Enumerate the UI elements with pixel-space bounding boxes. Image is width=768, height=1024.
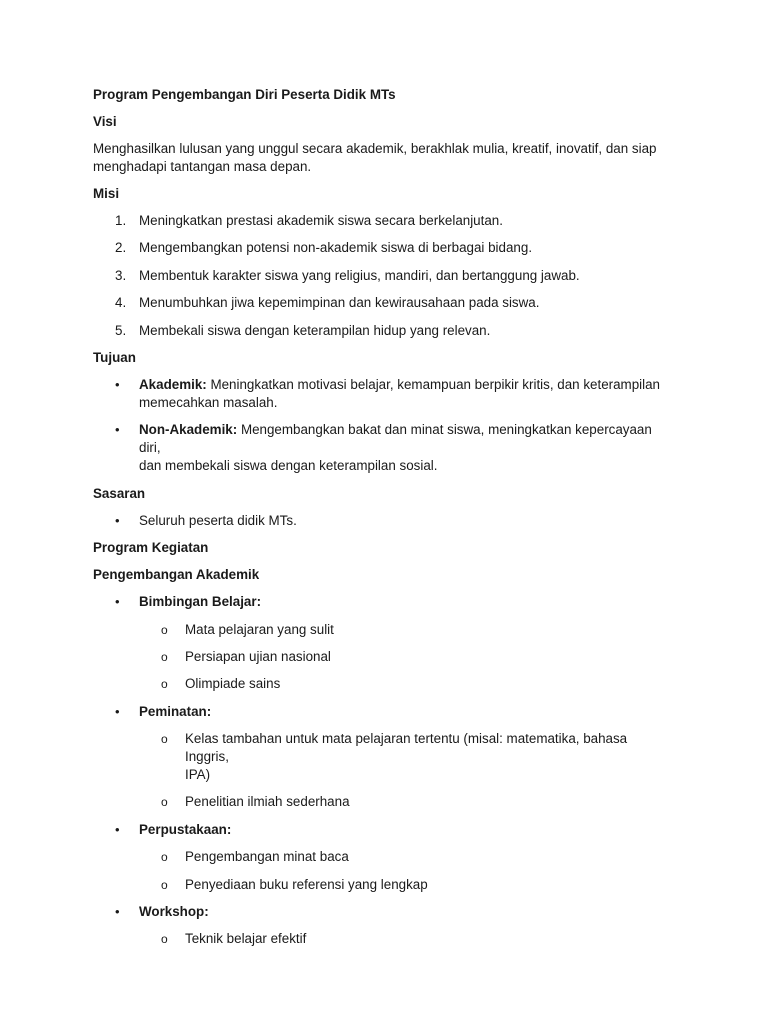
list-item-line: dan membekali siswa dengan keterampilan sosial. (139, 458, 438, 474)
visi-text (93, 140, 673, 176)
bullet-icon: • (115, 594, 120, 610)
list-item-label: Bimbingan Belajar: (139, 594, 262, 610)
sub-list-item-line: Kelas tambahan untuk mata pelajaran tertentu (misal: matematika, bahasa Inggris, (185, 731, 628, 765)
sub-list-item-line: IPA) (185, 767, 211, 783)
list-item-line: memecahkan masalah. (139, 394, 278, 410)
sub-list-item (139, 930, 673, 948)
list-item-line (139, 421, 673, 457)
sub-list-item (139, 793, 673, 811)
sub-list-item (139, 730, 673, 784)
list-item-label: Akademik: (139, 376, 207, 392)
sub-list (139, 848, 673, 893)
sub-list (139, 930, 673, 948)
list-item-line (139, 376, 673, 394)
list-number: 4. (115, 295, 127, 311)
sasaran-list (93, 512, 673, 530)
list-item (93, 903, 673, 948)
sub-list-item-text: Penelitian ilmiah sederhana (185, 794, 350, 810)
sub-list-item-text: Mata pelajaran yang sulit (185, 621, 334, 637)
sub-list-item-text: Pengembangan minat baca (185, 849, 349, 865)
list-item (93, 212, 673, 230)
list-number: 3. (115, 267, 127, 283)
list-item (93, 593, 673, 693)
list-item (93, 294, 673, 312)
list-item-text: Membekali siswa dengan keterampilan hidup yang relevan. (139, 322, 491, 338)
document-page (93, 86, 673, 958)
sub-list-item (139, 675, 673, 693)
list-item (93, 512, 673, 530)
list-item (93, 239, 673, 257)
visi-text-line: menghadapi tantangan masa depan. (93, 159, 312, 174)
sub-list-item-text: Teknik belajar efektif (185, 931, 307, 947)
circle-bullet-icon: o (161, 622, 168, 637)
circle-bullet-icon: o (161, 932, 168, 947)
document-title: Program Pengembangan Diri Peserta Didik MTs (93, 87, 396, 102)
list-number: 2. (115, 240, 127, 256)
tujuan-heading: Tujuan (93, 349, 136, 365)
bullet-icon: • (115, 904, 120, 920)
visi-heading: Visi (93, 114, 117, 129)
visi-text-line: Menghasilkan lulusan yang unggul secara akademik, berakhlak mulia, kreatif, inovatif, dan siap (93, 141, 657, 156)
sub-list-item (139, 848, 673, 866)
list-item-text: Seluruh peserta didik MTs. (139, 512, 297, 528)
list-number: 1. (115, 213, 127, 228)
list-item-label: Peminatan: (139, 703, 212, 719)
circle-bullet-icon: o (161, 649, 168, 664)
circle-bullet-icon: o (161, 677, 168, 692)
sub-list-item (139, 621, 673, 639)
bullet-icon: • (115, 512, 120, 528)
bullet-icon: • (115, 703, 120, 719)
list-item-text: Mengembangkan potensi non-akademik siswa di berbagai bidang. (139, 240, 533, 256)
list-item-text: Mengembangkan bakat dan minat siswa, meningkatkan kepercayaan diri, (139, 422, 652, 456)
list-number: 5. (115, 322, 127, 338)
sub-list-item-text: Persiapan ujian nasional (185, 648, 331, 664)
list-item (93, 322, 673, 340)
program-heading: Program Kegiatan (93, 540, 209, 556)
sub-list-item-text: Penyediaan buku referensi yang lengkap (185, 876, 428, 892)
program-subheading: Pengembangan Akademik (93, 567, 260, 583)
circle-bullet-icon: o (161, 732, 168, 747)
misi-list (93, 212, 673, 340)
list-item (93, 267, 673, 285)
bullet-icon: • (115, 821, 120, 837)
list-item (93, 703, 673, 812)
sub-list (139, 621, 673, 694)
misi-heading: Misi (93, 186, 120, 201)
sub-list-item-text: Olimpiade sains (185, 676, 281, 692)
list-item-text: Meningkatkan prestasi akademik siswa secara berkelanjutan. (139, 213, 503, 228)
sasaran-heading: Sasaran (93, 485, 146, 501)
list-item-label: Perpustakaan: (139, 821, 232, 837)
list-item-label: Workshop: (139, 904, 209, 920)
sub-list-item (139, 876, 673, 894)
sub-list-item (139, 648, 673, 666)
circle-bullet-icon: o (161, 850, 168, 865)
list-item (93, 821, 673, 894)
list-item-label: Non-Akademik: (139, 422, 238, 438)
sub-list (139, 730, 673, 811)
circle-bullet-icon: o (161, 795, 168, 810)
circle-bullet-icon: o (161, 877, 168, 892)
tujuan-list (93, 376, 673, 475)
list-item-text: Meningkatkan motivasi belajar, kemampuan berpikir kritis, dan keterampilan (206, 376, 660, 392)
list-item-text: Membentuk karakter siswa yang religius, mandiri, dan bertanggung jawab. (139, 267, 580, 283)
list-item-text: Menumbuhkan jiwa kepemimpinan dan kewirausahaan pada siswa. (139, 295, 540, 311)
bullet-icon: • (115, 422, 120, 438)
program-list (93, 593, 673, 948)
bullet-icon: • (115, 376, 120, 392)
list-item (93, 376, 673, 412)
list-item (93, 421, 673, 475)
